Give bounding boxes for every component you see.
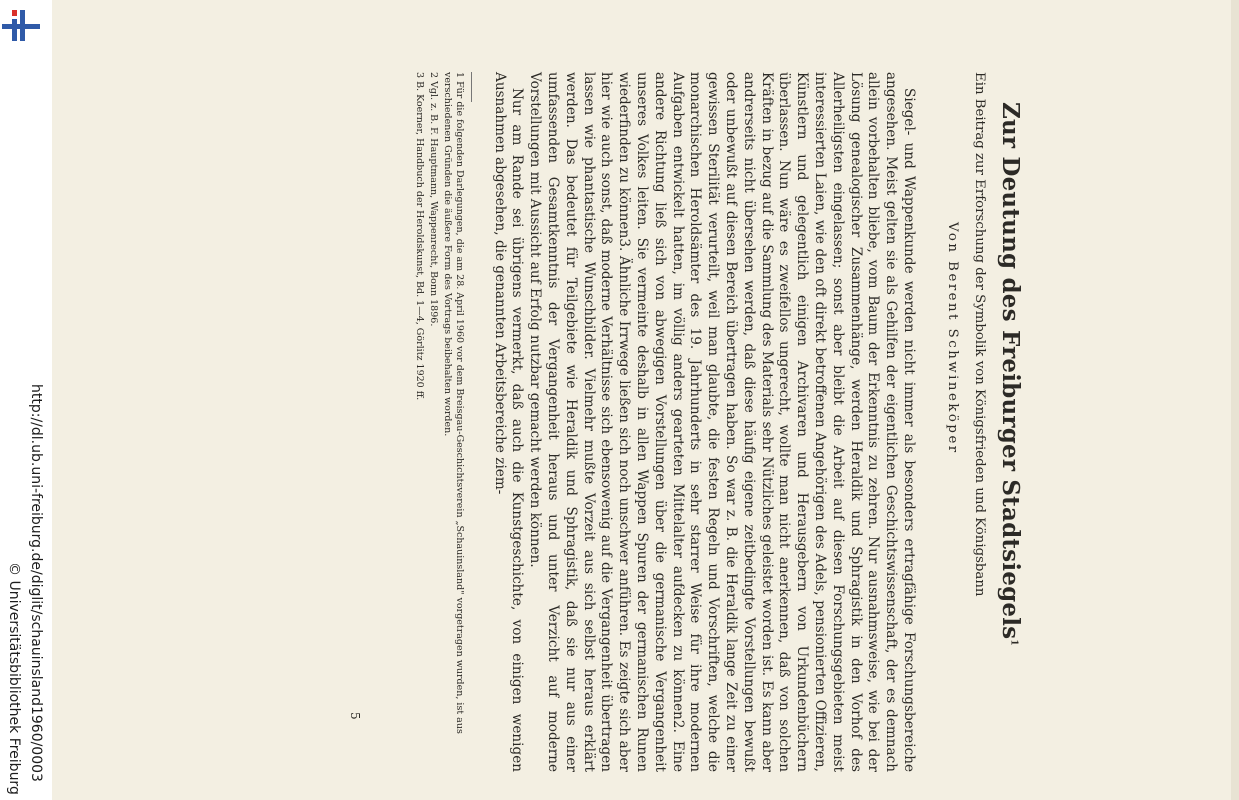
copyright-text: © Universitätsbibliothek Freiburg bbox=[6, 562, 22, 795]
page-number: 5 bbox=[348, 712, 362, 720]
article-body bbox=[490, 72, 917, 772]
footnote: 3 B. Koerner, Handbuch der Heroldskunst, Bd. 1—4, Görlitz 1920 ff. bbox=[413, 72, 425, 401]
sidebar-strip bbox=[0, 0, 52, 800]
footnote-divider bbox=[471, 72, 472, 102]
source-url-link[interactable]: http://dl.ub.uni-freiburg.de/diglit/schauinsland1960/0003 bbox=[28, 384, 44, 782]
article-author: Von Berent Schwineköper bbox=[945, 222, 960, 455]
scanned-page bbox=[52, 0, 1239, 800]
article-subtitle: Ein Beitrag zur Erforschung der Symbolik von Königsfrieden und Königsbann bbox=[972, 72, 987, 597]
rotated-page-content bbox=[302, 72, 1062, 772]
footnote: 2 Vgl. z. B. F. Hauptmann, Wappenrecht, Bonn 1896. bbox=[427, 72, 439, 327]
footnote: 1 Für die folgenden Darlegungen, die am 28. April 1960 vor dem Breisgau-Geschichtsverein „Schauinsland" vorgetragen wurden, ist aus verschiedenen Gründen die äußere Form des Vortrags beibehalten worden. bbox=[441, 72, 465, 734]
article-title: Zur Deutung des Freiburger Stadtsiegels$^1$ bbox=[997, 102, 1024, 646]
sidebar-text bbox=[0, 0, 52, 800]
title-footnote-mark: 1 bbox=[1008, 639, 1019, 646]
body-paragraph: Nur am Rande sei übrigens vermerkt, daß auch die Kunstgeschichte, von einigen wenigen Ausnahmen abgesehen, die genannten Arbeitsbereiche ziem- bbox=[491, 72, 526, 772]
body-paragraph: Siegel- und Wappenkunde werden nicht immer als besonders ertragfähige Forschungsbereiche angesehen. Meist gelten sie als Gehilfen der eigentlichen Geschichtswissenschaft, der es demnach allein vorbehalten bliebe, vom Baum der Erkenntnis zu zehren. Nur ausnahmsweise, wie bei der Lösung genealogischer Zusammenhänge, werden Heraldik und Sphragistik in den Vorhof des Allerheiligsten eingelassen; sonst aber bleibt die Arbeit auf diesen Forschungsgebieten meist interessierten Laien, wie den oft direkt betroffenen Angehörigen des Adels, pensionierten Offizieren, Künstlern und gelegentlich einigen Archivaren und Herausgebern von Urkundenbüchern überlassen. Nun wäre es zweifellos ungerecht, wollte man nicht anerkennen, daß von solchen Kräften in bezug auf die Sammlung des Materials sehr Nützliches geleistet worden ist. Es kann aber andrerseits nicht übersehen werden, daß diese häufig eigene zeitbedingte Vorstellungen bewußt oder unbewußt auf diesen Bereich übertragen haben. So war z. B. die Heraldik lange Zeit zu einer gewissen Sterilität verurteilt, weil man glaubte, die festen Regeln und Vorschriften, welche die monarchischen Heroldsämter des 19. Jahrhunderts in sehr starrer Weise für ihre modernen Aufgaben entwickelt hatten, im völlig anders gearteten Mittelalter aufdecken zu können2. Eine andere Richtung ließ sich von abwegigen Vorstellungen über die germanische Vergangenheit unseres Volkes leiten. Sie vermeinte deshalb in allen Wappen Spuren der germanischen Runen wiederfinden zu können3. Ähnliche Irrwege ließen sich noch unschwer anführen. Es zeigte sich aber hier wie auch sonst, daß moderne Verhältnisse sich ebensowenig auf die Vergangenheit übertragen lassen wie phantastische Wunschbilder. Vielmehr mußte Vorzeit aus sich selbst heraus erklärt werden. Das bedeutet für Teilgebiete wie Heraldik und Sphragistik, daß sie nur aus einer umfassenden Gesamtkenntnis der Vergangenheit heraus und unter Verzicht auf moderne Vorstellungen mit Aussicht auf Erfolg nutzbar gemacht werden können. bbox=[527, 72, 917, 772]
